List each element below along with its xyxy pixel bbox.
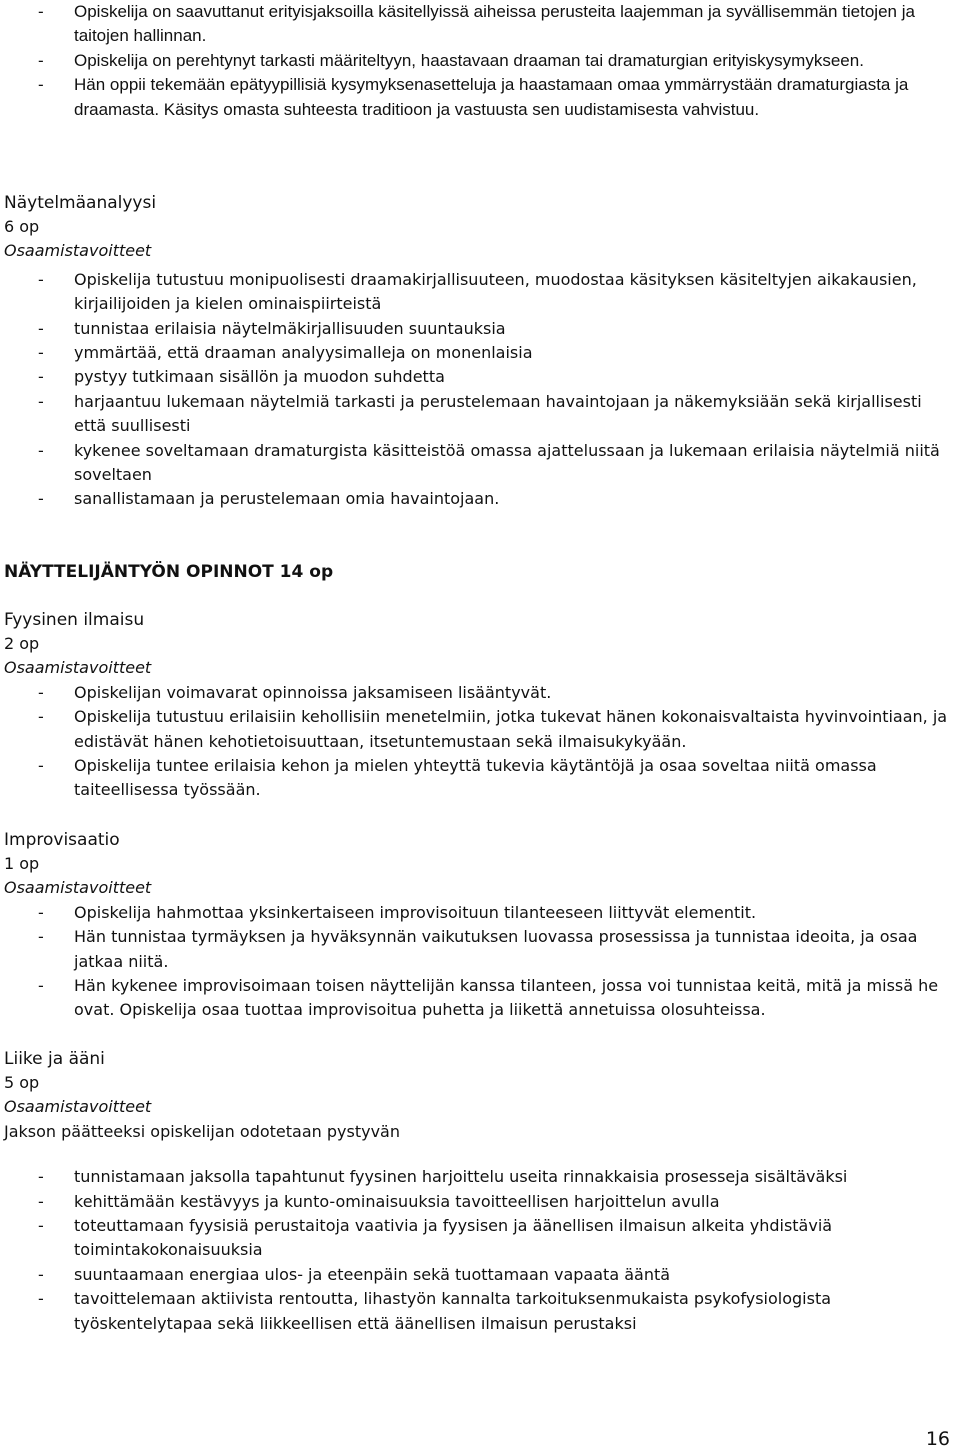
section-credits: 6 op [4, 217, 40, 236]
list-item: - ymmärtää, että draaman analyysimalleja on monenlaisia [38, 343, 533, 363]
section-credits: 2 op [4, 634, 40, 653]
section-naytelmaanalyysi [4, 191, 956, 512]
section-title: Näytelmäanalyysi [4, 193, 157, 213]
section-fyysinen-ilmaisu [4, 608, 956, 803]
list-item: - kykenee soveltamaan dramaturgista käsitteistöä omassa ajattelussaan ja lukemaan erilaisia näytelmiä niitä soveltaen [38, 440, 940, 485]
list-item: - Opiskelija tutustuu monipuolisesti draamakirjallisuuteen, muodostaa käsityksen käsiteltyjen aikakausien, kirjailijoiden ja kielen ominaispiirteistä [38, 269, 917, 314]
section-title: Liike ja ääni [4, 1049, 105, 1069]
section-title: Fyysinen ilmaisu [4, 610, 145, 630]
list-item: - Hän tunnistaa tyrmäyksen ja hyväksynnän vaikutuksen luovassa prosessissa ja tunnistaa ideoita, ja osaa jatkaa niitä. [38, 927, 918, 971]
main-heading-block [4, 560, 956, 584]
outcomes-label: Osaamistavoitteet [4, 878, 152, 898]
section-title: Improvisaatio [4, 830, 120, 850]
list-item: - tavoittelemaan aktiivista rentoutta, lihastyön kannalta tarkoituksenmukaista psykofysiologista työskentelytapaa sekä liikkeellisen että äänellisen ilmaisun perustaksi [38, 1289, 832, 1333]
list-item: - Opiskelija hahmottaa yksinkertaiseen improvisoituun tilanteeseen liittyvät elementit. [38, 902, 757, 922]
section-credits: 1 op [4, 854, 40, 873]
top-list [4, 0, 956, 122]
section-liike-ja-aani [4, 1047, 956, 1336]
outcomes-label: Osaamistavoitteet [4, 1097, 152, 1117]
list-item: - harjaantuu lukemaan näytelmiä tarkasti ja perustelemaan havaintojaan ja näkemyksiään sekä kirjallisesti että suullisesti [38, 391, 922, 436]
list-item: - Hän kykenee improvisoimaan toisen näyttelijän kanssa tilanteen, jossa voi tunnistaa keitä, mitä ja missä he ovat. Opiskelija osaa tuottaa improvisoitua puhetta ja liikettä annetuissa olosuhteissa. [38, 976, 939, 1020]
page-number: 16 [925, 1428, 950, 1450]
list-item: - Opiskelija tuntee erilaisia kehon ja mielen yhteyttä tukevia käytäntöjä ja osaa soveltaa niitä omassa taiteellisessa työssään. [38, 756, 877, 800]
list-item: - sanallistamaan ja perustelemaan omia havaintojaan. [38, 489, 500, 509]
outcomes-label: Osaamistavoitteet [4, 658, 152, 678]
list-item: - pystyy tutkimaan sisällön ja muodon suhdetta [38, 367, 445, 387]
section-improvisaatio [4, 828, 956, 1023]
outcomes-label: Osaamistavoitteet [4, 241, 152, 261]
list-item: - suuntaamaan energiaa ulos- ja eteenpäin sekä tuottamaan vapaata ääntä [38, 1264, 671, 1284]
list-item: - Opiskelija on saavuttanut erityisjaksoilla käsitellyissä aiheissa perusteita laajemman ja syvällisemmän tietojen ja taitojen hallinnan. [38, 2, 915, 46]
list-item: - tunnistamaan jaksolla tapahtunut fyysinen harjoittelu useita rinnakkaisia prosesseja sisältäväksi [38, 1167, 848, 1187]
section-intro: Jakson päätteeksi opiskelijan odotetaan pystyvän [4, 1121, 400, 1141]
list-item: - toteuttamaan fyysisiä perustaitoja vaativia ja fyysisen ja äänellisen ilmaisun alkeita yhdistäviä toimintakokonaisuuksia [38, 1216, 833, 1260]
list-item: - Opiskelija tutustuu erilaisiin kehollisiin menetelmiin, jotka tukevat hänen kokonaisvaltaista hyvinvointiaan, ja edistävät hänen kehotietoisuuttaan, itsetuntemustaan sekä ilmaisukykyään. [38, 707, 948, 751]
list-item: - Opiskelijan voimavarat opinnoissa jaksamiseen lisääntyvät. [38, 682, 552, 702]
main-heading: NÄYTTELIJÄNTYÖN OPINNOT 14 op [4, 562, 334, 582]
section-credits: 5 op [4, 1073, 40, 1092]
list-item: - Hän oppii tekemään epätyypillisiä kysymyksenasetteluja ja haastamaan omaa ymmärrystään dramaturgiasta ja draamasta. Käsitys omasta suhteesta traditioon ja vastuusta sen uudistamisesta vahvistuu. [38, 75, 909, 119]
list-item: - Opiskelija on perehtynyt tarkasti määriteltyyn, haastavaan draaman tai dramaturgian erityiskysymykseen. [38, 50, 864, 70]
list-item: - tunnistaa erilaisia näytelmäkirjallisuuden suuntauksia [38, 318, 506, 338]
list-item: - kehittämään kestävyys ja kunto-ominaisuuksia tavoitteellisen harjoittelun avulla [38, 1191, 720, 1211]
